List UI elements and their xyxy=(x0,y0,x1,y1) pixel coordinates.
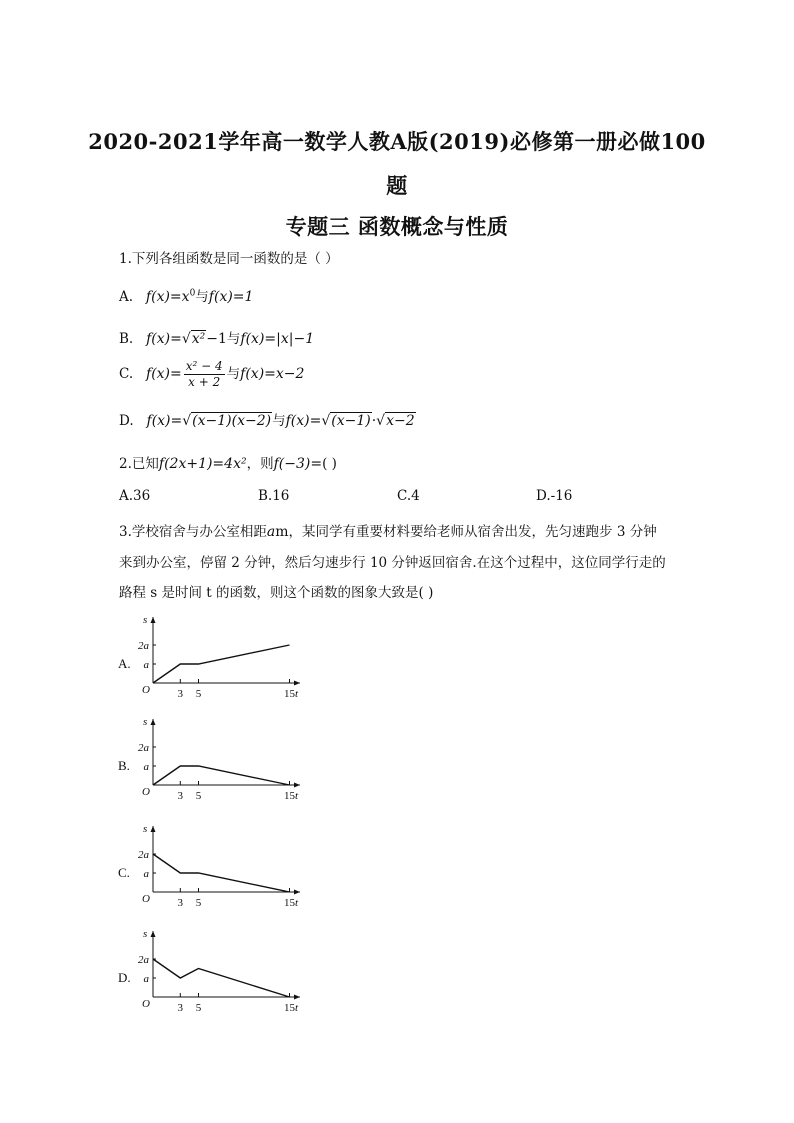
graph-curve xyxy=(153,766,290,785)
y-tick-label: 2a xyxy=(138,849,149,861)
y-tick-label: 2a xyxy=(138,742,149,754)
x-tick-label: 5 xyxy=(195,1002,202,1014)
graph-option-c xyxy=(118,820,318,910)
origin-label: O xyxy=(142,893,150,905)
y-tick-label: a xyxy=(143,659,149,671)
graph-option-b xyxy=(118,713,318,803)
x-tick-label: 5 xyxy=(195,897,202,909)
y-axis-label: s xyxy=(143,614,148,626)
q3-line-2: 来到办公室，停留 2 分钟，然后匀速步行 10 分钟返回宿舍.在这个过程中，这位同学行走的 xyxy=(119,555,666,571)
q2-option-a: A.36 xyxy=(119,488,151,504)
x-axis-arrow xyxy=(294,995,300,1000)
x-axis-arrow xyxy=(294,681,300,686)
x-axis-label: t xyxy=(295,790,299,802)
graph-label: D. xyxy=(118,970,131,985)
x-tick-label: 3 xyxy=(177,790,184,802)
x-tick-label: 3 xyxy=(177,688,184,700)
q1-stem: 1.下列各组函数是同一函数的是（ ） xyxy=(119,251,339,267)
y-tick-label: a xyxy=(143,868,149,880)
x-tick-label: 15 xyxy=(284,790,295,802)
x-tick-label: 5 xyxy=(195,688,202,700)
x-axis-label: t xyxy=(295,1002,299,1014)
q2-option-d: D.-16 xyxy=(536,488,573,504)
graph-curve xyxy=(153,959,290,997)
q2-stem: 2.已知f(2x+1)=4x²，则f(−3)=( ) xyxy=(119,456,337,472)
title-line-2: 题 xyxy=(386,173,408,198)
q1-option-b: B. f(x)=√x²−1与f(x)=|x|−1 xyxy=(119,331,315,347)
y-axis-label: s xyxy=(143,928,148,940)
graph-curve xyxy=(153,854,290,892)
q1-option-a: A. $f(x)=x^0$与f(x)=1 xyxy=(119,288,254,305)
graph-curve xyxy=(153,645,290,683)
y-axis-label: s xyxy=(143,823,148,835)
y-axis-arrow xyxy=(151,719,156,725)
origin-label: O xyxy=(142,786,150,798)
q2-options xyxy=(119,488,679,508)
q3-line-1: 3.学校宿舍与办公室相距am，某同学有重要材料要给老师从宿舍出发，先匀速跑步 3 分钟 xyxy=(119,524,657,540)
x-tick-label: 15 xyxy=(284,1002,295,1014)
q2-option-c: C.4 xyxy=(397,488,420,504)
fraction: $\frac{\text{x² − 4}}{x + 2}$ xyxy=(185,359,223,389)
y-axis-arrow xyxy=(151,931,156,937)
q1-option-c: C. f(x)= $\frac{\text{x² − 4}}{x + 2}$ 与f(x)=x−2 xyxy=(119,359,305,389)
y-axis-arrow xyxy=(151,826,156,832)
x-axis-arrow xyxy=(294,783,300,788)
graph-label: A. xyxy=(118,656,131,671)
y-axis-label: s xyxy=(143,716,148,728)
x-tick-label: 3 xyxy=(177,1002,184,1014)
x-tick-label: 5 xyxy=(195,790,202,802)
graph-label: B. xyxy=(118,758,130,773)
graph-option-a xyxy=(118,611,318,701)
q1-option-d: D. f(x)=√(x−1)(x−2)与f(x)=√(x−1)·√x−2 xyxy=(119,413,415,429)
title-line-1: 2020-2021学年高一数学人教A版(2019)必修第一册必做100 xyxy=(88,129,706,154)
x-tick-label: 15 xyxy=(284,688,295,700)
x-axis-arrow xyxy=(294,890,300,895)
origin-label: O xyxy=(142,684,150,696)
y-tick-label: 2a xyxy=(138,954,149,966)
subtitle: 专题三 函数概念与性质 xyxy=(285,214,509,239)
q2-option-b: B.16 xyxy=(258,488,290,504)
y-tick-label: 2a xyxy=(138,640,149,652)
x-axis-label: t xyxy=(295,688,299,700)
origin-label: O xyxy=(142,998,150,1010)
graph-label: C. xyxy=(118,865,130,880)
y-axis-arrow xyxy=(151,617,156,623)
x-tick-label: 15 xyxy=(284,897,295,909)
x-axis-label: t xyxy=(295,897,299,909)
x-tick-label: 3 xyxy=(177,897,184,909)
graph-option-d xyxy=(118,925,318,1015)
y-tick-label: a xyxy=(143,761,149,773)
y-tick-label: a xyxy=(143,973,149,985)
q3-line-3: 路程 s 是时间 t 的函数，则这个函数的图象大致是( ) xyxy=(119,585,434,601)
